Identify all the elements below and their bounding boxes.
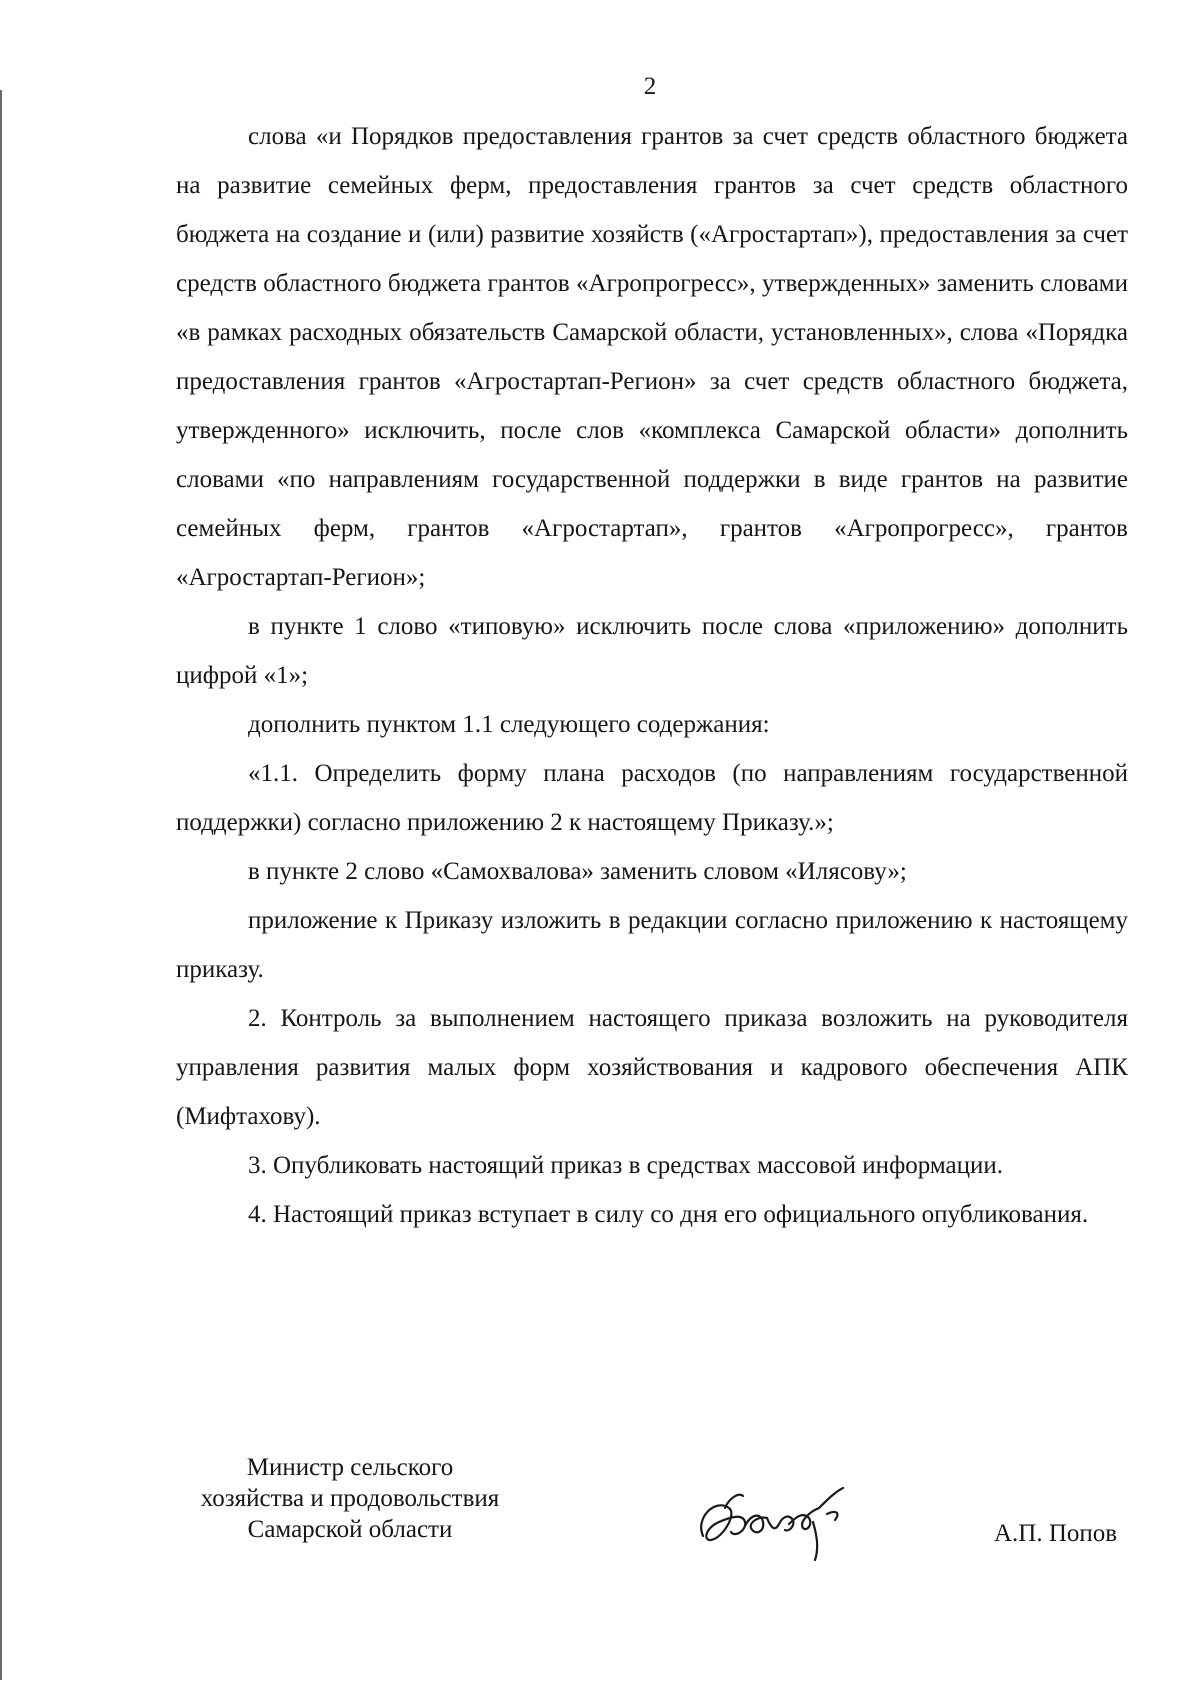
signer-name: А.П. Попов bbox=[994, 1520, 1118, 1547]
paragraph-amendment-words: слова «и Порядков предоставления грантов за счет средств областного бюджета на развитие семейных ферм, предоставления грантов за счет средств областного бюджета на создание и (или) развитие хозяйств («Агростартап»), предоставления за счет средств областного бюджета грантов «Агропрогресс», утвержденных» заменить словами «в рамках расходных обязательств Самарской области, установленных», слова «Порядка предоставления грантов «Агростартап-Регион» за счет средств областного бюджета, утвержденного» исключить, после слов «комплекса Самарской области» дополнить словами «по направлениям государственной поддержки в виде грантов на развитие семейных ферм, грантов «Агростартап», грантов «Агропрогресс», грантов «Агростартап-Регион»; bbox=[176, 123, 1128, 591]
scan-edge-line bbox=[0, 90, 2, 1680]
page-number: 2 bbox=[643, 73, 657, 100]
paragraph-point-2: в пункте 2 слово «Самохвалова» заменить словом «Илясову»; bbox=[248, 858, 907, 885]
paragraph-publish: 3. Опубликовать настоящий приказ в средствах массовой информации. bbox=[248, 1152, 1004, 1179]
signatory-position-line: Министр сельского bbox=[246, 1454, 454, 1481]
paragraph-control: 2. Контроль за выполнением настоящего приказа возложить на руководителя управления развития малых форм хозяйствования и кадрового обеспечения АПК (Мифтахову). bbox=[176, 1005, 1128, 1130]
paragraph-effective: 4. Настоящий приказ вступает в силу со дня его официального опубликования. bbox=[248, 1201, 1089, 1228]
signatory-position bbox=[170, 1452, 530, 1545]
paragraph-point-1-1-text: «1.1. Определить форму плана расходов (по направлениям государственной поддержки) согласно приложению 2 к настоящему Приказу.»; bbox=[176, 760, 1128, 836]
document-body bbox=[176, 112, 1128, 1239]
handwritten-signature bbox=[685, 1478, 875, 1568]
paragraph-point-1: в пункте 1 слово «типовую» исключить после слова «приложению» дополнить цифрой «1»; bbox=[176, 613, 1128, 689]
paragraph-add-point-1-1: дополнить пунктом 1.1 следующего содержания: bbox=[248, 711, 770, 738]
signatory-position-line: хозяйства и продовольствия bbox=[200, 1485, 500, 1512]
paragraph-appendix: приложение к Приказу изложить в редакции согласно приложению к настоящему приказу. bbox=[176, 907, 1128, 983]
signatory-position-line: Самарской области bbox=[247, 1516, 453, 1543]
